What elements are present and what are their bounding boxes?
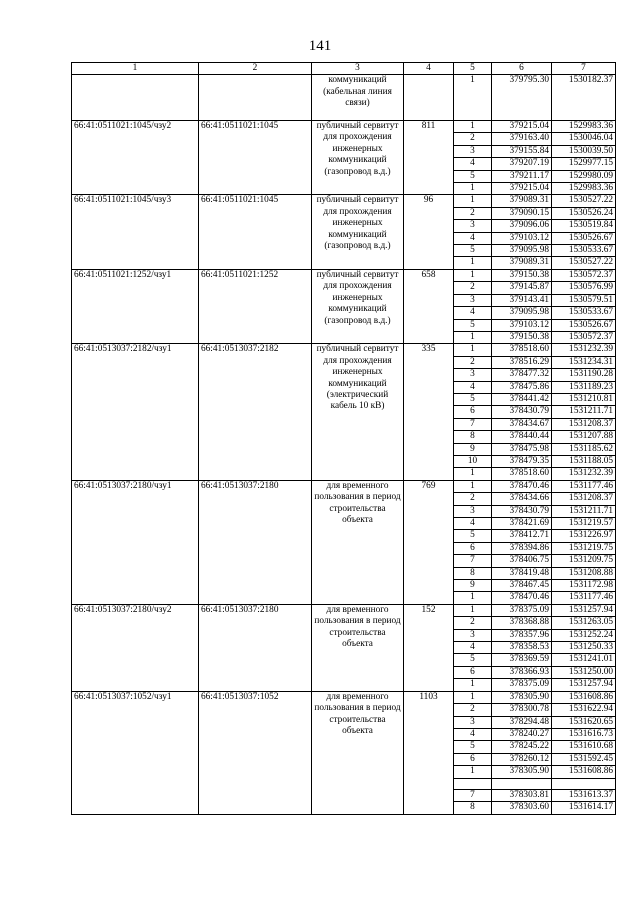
- point-number-cell: 4: [454, 307, 492, 319]
- coordinate-x-cell: 379215.04: [492, 183, 552, 195]
- coordinate-x-cell: 378430.79: [492, 505, 552, 517]
- coordinate-y-cell: 1531226.97: [552, 530, 616, 542]
- column-header: 4: [404, 63, 454, 75]
- description-cell: публичный сервитут для прохождения инженерных коммуникаций (газопровод в.д.): [312, 195, 404, 269]
- coordinate-x-cell: 378419.48: [492, 567, 552, 579]
- zone-id-cell: 66:41:0511021:1252/чзу1: [72, 269, 199, 343]
- point-number-cell: 5: [454, 654, 492, 666]
- area-cell: 152: [404, 604, 454, 691]
- coordinate-x-cell: 378358.53: [492, 642, 552, 654]
- column-header: 6: [492, 63, 552, 75]
- coordinate-y-cell: 1531172.98: [552, 580, 616, 592]
- coordinate-x-cell: 379150.38: [492, 331, 552, 343]
- point-number-cell: 3: [454, 629, 492, 641]
- coordinate-x-cell: 378475.98: [492, 443, 552, 455]
- coordinate-y-cell: 1531257.94: [552, 604, 616, 616]
- zone-id-cell: 66:41:0511021:1045/чзу2: [72, 121, 199, 195]
- zone-id-cell: [72, 75, 199, 121]
- point-number-cell: 7: [454, 789, 492, 801]
- point-number-cell: 1: [454, 679, 492, 691]
- coordinate-y-cell: 1531190.28: [552, 369, 616, 381]
- point-number-cell: 6: [454, 542, 492, 554]
- coordinate-x-cell: 378260.12: [492, 753, 552, 765]
- coordinate-x-cell: 378369.59: [492, 654, 552, 666]
- table-row: [72, 75, 616, 121]
- coordinate-y-cell: 1531177.46: [552, 592, 616, 604]
- table-row: [72, 604, 616, 616]
- coordinate-y-cell: 1531616.73: [552, 728, 616, 740]
- coordinate-y-cell: 1531208.37: [552, 418, 616, 430]
- table-row: [72, 480, 616, 492]
- coordinate-x-cell: 379103.12: [492, 319, 552, 331]
- coordinate-x-cell: 378394.86: [492, 542, 552, 554]
- point-number-cell: 4: [454, 728, 492, 740]
- coordinate-x-cell: 378375.09: [492, 679, 552, 691]
- coordinate-x-cell: 378303.81: [492, 789, 552, 801]
- point-number-cell: 9: [454, 443, 492, 455]
- description-cell: публичный сервитут для прохождения инженерных коммуникаций (газопровод в.д.): [312, 269, 404, 343]
- coordinate-x-cell: 378434.66: [492, 493, 552, 505]
- coordinate-x-cell: 378305.90: [492, 766, 552, 778]
- point-number-cell: 8: [454, 567, 492, 579]
- description-cell: публичный сервитут для прохождения инженерных коммуникаций (газопровод в.д.): [312, 121, 404, 195]
- point-number-cell: 10: [454, 455, 492, 467]
- coordinate-x-cell: 378366.93: [492, 666, 552, 678]
- point-number-cell: 8: [454, 802, 492, 814]
- coordinate-y-cell: 1531613.37: [552, 789, 616, 801]
- point-number-cell: 5: [454, 245, 492, 257]
- coordinate-y-cell: 1530576.99: [552, 282, 616, 294]
- coordinate-x-cell: 378477.32: [492, 369, 552, 381]
- parcel-number-cell: 66:41:0511021:1045: [199, 195, 312, 269]
- coordinate-x-cell: 378300.78: [492, 704, 552, 716]
- coordinate-y-cell: 1531185.62: [552, 443, 616, 455]
- point-number-cell: 9: [454, 580, 492, 592]
- coordinate-x-cell: 378357.96: [492, 629, 552, 641]
- zone-id-cell: 66:41:0511021:1045/чзу3: [72, 195, 199, 269]
- point-number-cell: [454, 778, 492, 789]
- area-cell: [404, 75, 454, 121]
- point-number-cell: 4: [454, 518, 492, 530]
- point-number-cell: 7: [454, 555, 492, 567]
- coordinate-y-cell: 1531622.94: [552, 704, 616, 716]
- coordinate-y-cell: 1529983.36: [552, 183, 616, 195]
- point-number-cell: 1: [454, 269, 492, 281]
- coordinate-y-cell: 1530519.84: [552, 220, 616, 232]
- coordinate-y-cell: 1531257.94: [552, 679, 616, 691]
- coordinate-y-cell: 1531177.46: [552, 480, 616, 492]
- table-row: [72, 344, 616, 356]
- point-number-cell: 3: [454, 505, 492, 517]
- coordinate-x-cell: 379795.30: [492, 75, 552, 121]
- point-number-cell: 6: [454, 666, 492, 678]
- coordinate-y-cell: 1531592.45: [552, 753, 616, 765]
- coordinate-y-cell: 1531250.00: [552, 666, 616, 678]
- coordinate-y-cell: 1531211.71: [552, 406, 616, 418]
- point-number-cell: 5: [454, 741, 492, 753]
- point-number-cell: 7: [454, 418, 492, 430]
- point-number-cell: 2: [454, 282, 492, 294]
- coordinate-y-cell: 1531188.05: [552, 455, 616, 467]
- coordinate-x-cell: 378441.42: [492, 393, 552, 405]
- point-number-cell: 1: [454, 121, 492, 133]
- coordinate-x-cell: [492, 778, 552, 789]
- coordinate-y-cell: 1530526.67: [552, 319, 616, 331]
- point-number-cell: 5: [454, 393, 492, 405]
- zone-id-cell: 66:41:0513037:2180/чзу2: [72, 604, 199, 691]
- point-number-cell: 3: [454, 145, 492, 157]
- coordinate-x-cell: 378518.60: [492, 468, 552, 480]
- coordinate-y-cell: 1531219.57: [552, 518, 616, 530]
- table-row: [72, 195, 616, 207]
- coordinate-x-cell: 378467.45: [492, 580, 552, 592]
- point-number-cell: 5: [454, 170, 492, 182]
- point-number-cell: 1: [454, 344, 492, 356]
- point-number-cell: 3: [454, 220, 492, 232]
- coordinate-y-cell: 1530533.67: [552, 307, 616, 319]
- coordinate-x-cell: 378421.69: [492, 518, 552, 530]
- area-cell: 811: [404, 121, 454, 195]
- point-number-cell: 1: [454, 75, 492, 121]
- point-number-cell: 2: [454, 704, 492, 716]
- coordinate-x-cell: 379096.06: [492, 220, 552, 232]
- parcel-number-cell: 66:41:0511021:1252: [199, 269, 312, 343]
- coordinate-y-cell: 1530526.67: [552, 232, 616, 244]
- description-cell: для временного пользования в период строительства объекта: [312, 691, 404, 814]
- coordinate-x-cell: 378475.86: [492, 381, 552, 393]
- coordinate-x-cell: 378245.22: [492, 741, 552, 753]
- coordinate-x-cell: 379150.38: [492, 269, 552, 281]
- point-number-cell: 2: [454, 207, 492, 219]
- coordinate-x-cell: 379215.04: [492, 121, 552, 133]
- coordinate-y-cell: 1529977.15: [552, 158, 616, 170]
- point-number-cell: 4: [454, 158, 492, 170]
- point-number-cell: 1: [454, 604, 492, 616]
- table-row: [72, 121, 616, 133]
- table-row: [72, 691, 616, 703]
- coordinate-x-cell: 379095.98: [492, 245, 552, 257]
- point-number-cell: 1: [454, 183, 492, 195]
- coordinate-y-cell: 1531209.75: [552, 555, 616, 567]
- coordinate-x-cell: 379089.31: [492, 257, 552, 269]
- coordinate-y-cell: 1529980.09: [552, 170, 616, 182]
- coordinate-x-cell: 378516.29: [492, 356, 552, 368]
- coordinate-x-cell: 378430.79: [492, 406, 552, 418]
- coordinate-y-cell: 1531241.01: [552, 654, 616, 666]
- coordinate-y-cell: 1531207.88: [552, 431, 616, 443]
- coordinate-x-cell: 378240.27: [492, 728, 552, 740]
- coordinate-y-cell: 1531614.17: [552, 802, 616, 814]
- coordinate-y-cell: 1531219.75: [552, 542, 616, 554]
- column-header: 1: [72, 63, 199, 75]
- point-number-cell: 4: [454, 381, 492, 393]
- coordinate-y-cell: 1531208.37: [552, 493, 616, 505]
- column-header: 3: [312, 63, 404, 75]
- coordinate-x-cell: 379163.40: [492, 133, 552, 145]
- point-number-cell: 1: [454, 691, 492, 703]
- point-number-cell: 6: [454, 753, 492, 765]
- coordinate-y-cell: 1530527.22: [552, 195, 616, 207]
- description-cell: для временного пользования в период строительства объекта: [312, 480, 404, 604]
- coordinate-x-cell: 378440.44: [492, 431, 552, 443]
- coordinate-y-cell: 1530572.37: [552, 331, 616, 343]
- column-header: 2: [199, 63, 312, 75]
- easement-coordinates-table: [71, 62, 616, 815]
- coordinate-x-cell: 378470.46: [492, 480, 552, 492]
- point-number-cell: 1: [454, 480, 492, 492]
- coordinate-y-cell: 1531610.68: [552, 741, 616, 753]
- column-header-row: [72, 63, 616, 75]
- coordinate-x-cell: 378294.48: [492, 716, 552, 728]
- coordinate-y-cell: 1531189.23: [552, 381, 616, 393]
- coordinate-y-cell: 1531234.31: [552, 356, 616, 368]
- coordinate-x-cell: 379143.41: [492, 294, 552, 306]
- point-number-cell: 8: [454, 431, 492, 443]
- point-number-cell: 1: [454, 766, 492, 778]
- coordinate-y-cell: 1529983.36: [552, 121, 616, 133]
- parcel-number-cell: 66:41:0513037:2180: [199, 480, 312, 604]
- coordinate-x-cell: 378406.75: [492, 555, 552, 567]
- point-number-cell: 3: [454, 369, 492, 381]
- coordinate-y-cell: 1531250.33: [552, 642, 616, 654]
- point-number-cell: 1: [454, 257, 492, 269]
- coordinate-x-cell: 379095.98: [492, 307, 552, 319]
- table-row: [72, 269, 616, 281]
- point-number-cell: 4: [454, 232, 492, 244]
- coordinate-y-cell: 1530526.24: [552, 207, 616, 219]
- coordinate-x-cell: 378305.90: [492, 691, 552, 703]
- point-number-cell: 1: [454, 592, 492, 604]
- coordinate-y-cell: 1531208.88: [552, 567, 616, 579]
- coordinate-x-cell: 378434.67: [492, 418, 552, 430]
- coordinate-y-cell: 1531620.65: [552, 716, 616, 728]
- coordinate-x-cell: 379103.12: [492, 232, 552, 244]
- point-number-cell: 5: [454, 319, 492, 331]
- point-number-cell: 4: [454, 642, 492, 654]
- coordinate-y-cell: 1531211.71: [552, 505, 616, 517]
- zone-id-cell: 66:41:0513037:1052/чзу1: [72, 691, 199, 814]
- parcel-number-cell: 66:41:0513037:1052: [199, 691, 312, 814]
- coordinate-y-cell: 1531263.05: [552, 617, 616, 629]
- coordinate-x-cell: 379211.17: [492, 170, 552, 182]
- coordinate-y-cell: 1531232.39: [552, 468, 616, 480]
- parcel-number-cell: 66:41:0513037:2180: [199, 604, 312, 691]
- coordinate-y-cell: 1531608.86: [552, 766, 616, 778]
- point-number-cell: 3: [454, 716, 492, 728]
- point-number-cell: 2: [454, 133, 492, 145]
- page-number: 141: [308, 38, 332, 54]
- point-number-cell: 2: [454, 356, 492, 368]
- point-number-cell: 2: [454, 617, 492, 629]
- coordinate-x-cell: 379089.31: [492, 195, 552, 207]
- coordinate-y-cell: 1531210.81: [552, 393, 616, 405]
- coordinate-x-cell: 379207.19: [492, 158, 552, 170]
- area-cell: 769: [404, 480, 454, 604]
- coordinate-x-cell: 378412.71: [492, 530, 552, 542]
- coordinate-x-cell: 378479.35: [492, 455, 552, 467]
- zone-id-cell: 66:41:0513037:2180/чзу1: [72, 480, 199, 604]
- description-cell: коммуникаций (кабельная линия связи): [312, 75, 404, 121]
- coordinate-y-cell: 1530572.37: [552, 269, 616, 281]
- point-number-cell: 1: [454, 331, 492, 343]
- coordinate-x-cell: 378303.60: [492, 802, 552, 814]
- area-cell: 658: [404, 269, 454, 343]
- coordinate-x-cell: 379155.84: [492, 145, 552, 157]
- zone-id-cell: 66:41:0513037:2182/чзу1: [72, 344, 199, 480]
- point-number-cell: 2: [454, 493, 492, 505]
- coordinate-x-cell: 379090.15: [492, 207, 552, 219]
- area-cell: 96: [404, 195, 454, 269]
- coordinate-x-cell: 378368.88: [492, 617, 552, 629]
- description-cell: для временного пользования в период строительства объекта: [312, 604, 404, 691]
- coordinate-y-cell: 1530039.50: [552, 145, 616, 157]
- point-number-cell: 5: [454, 530, 492, 542]
- parcel-number-cell: 66:41:0511021:1045: [199, 121, 312, 195]
- coordinate-y-cell: 1531232.39: [552, 344, 616, 356]
- point-number-cell: 1: [454, 468, 492, 480]
- column-header: 5: [454, 63, 492, 75]
- parcel-number-cell: [199, 75, 312, 121]
- coordinate-y-cell: 1530579.51: [552, 294, 616, 306]
- point-number-cell: 1: [454, 195, 492, 207]
- column-header: 7: [552, 63, 616, 75]
- coordinate-x-cell: 379145.87: [492, 282, 552, 294]
- coordinate-y-cell: 1530533.67: [552, 245, 616, 257]
- area-cell: 1103: [404, 691, 454, 814]
- coordinate-x-cell: 378470.46: [492, 592, 552, 604]
- coordinate-y-cell: 1530182.37: [552, 75, 616, 121]
- parcel-number-cell: 66:41:0513037:2182: [199, 344, 312, 480]
- coordinate-y-cell: [552, 778, 616, 789]
- coordinate-y-cell: 1531252.24: [552, 629, 616, 641]
- point-number-cell: 3: [454, 294, 492, 306]
- description-cell: публичный сервитут для прохождения инженерных коммуникаций (электрический кабель 10 кВ): [312, 344, 404, 480]
- coordinate-x-cell: 378375.09: [492, 604, 552, 616]
- coordinate-y-cell: 1530527.22: [552, 257, 616, 269]
- point-number-cell: 6: [454, 406, 492, 418]
- coordinate-x-cell: 378518.60: [492, 344, 552, 356]
- coordinate-y-cell: 1531608.86: [552, 691, 616, 703]
- area-cell: 335: [404, 344, 454, 480]
- coordinate-y-cell: 1530046.04: [552, 133, 616, 145]
